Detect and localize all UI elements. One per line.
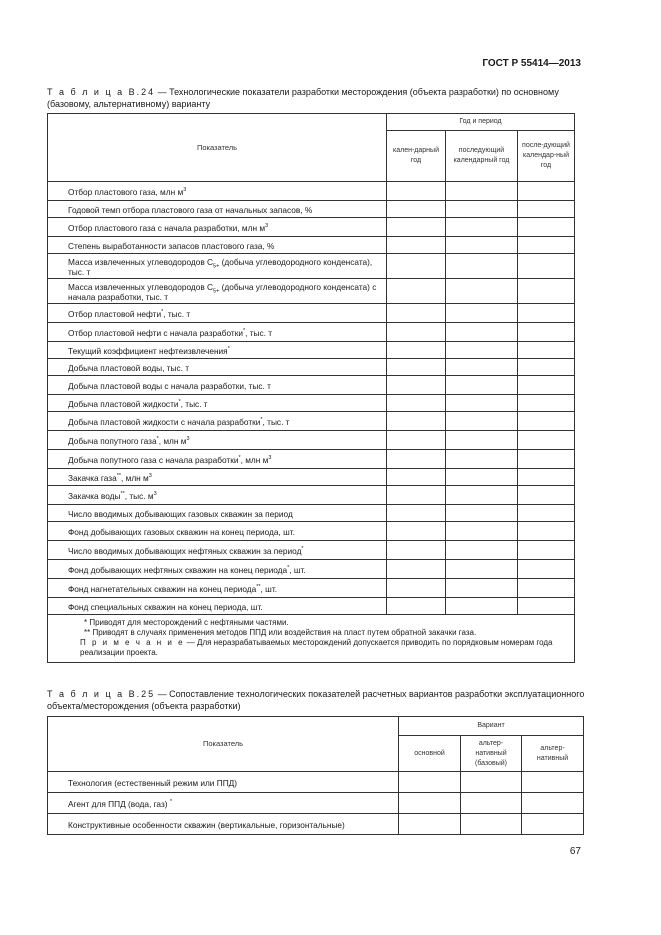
- empty-cell: [518, 505, 575, 522]
- empty-cell: [446, 304, 518, 323]
- empty-cell: [387, 450, 446, 469]
- indicator-label: Фонд добывающих газовых скважин на конец периода, шт.: [48, 522, 387, 541]
- table-row: [48, 579, 575, 598]
- table-24-caption-prefix: Т а б л и ц а В.24: [47, 87, 156, 97]
- empty-cell: [518, 304, 575, 323]
- empty-cell: [446, 469, 518, 486]
- note-2: ** Приводят в случаях применения методов ППД или воздействия на пласт путем обратной закачки газа.: [84, 628, 477, 637]
- empty-cell: [387, 522, 446, 541]
- empty-cell: [518, 323, 575, 342]
- table-row: [48, 814, 584, 835]
- table-row: [48, 450, 575, 469]
- empty-cell: [446, 218, 518, 237]
- table-row: [48, 237, 575, 254]
- empty-cell: [387, 469, 446, 486]
- empty-cell: [461, 772, 522, 793]
- empty-cell: [446, 560, 518, 579]
- empty-cell: [446, 237, 518, 254]
- table-row: [48, 522, 575, 541]
- empty-cell: [387, 359, 446, 376]
- empty-cell: [446, 450, 518, 469]
- indicator-label: Фонд добывающих нефтяных скважин на конец периода*, шт.: [48, 560, 387, 579]
- indicator-label: Добыча пластовой воды, тыс. т: [48, 359, 387, 376]
- empty-cell: [387, 579, 446, 598]
- empty-cell: [387, 431, 446, 450]
- empty-cell: [387, 541, 446, 560]
- empty-cell: [387, 201, 446, 218]
- empty-cell: [461, 793, 522, 814]
- empty-cell: [518, 182, 575, 201]
- table-25: [47, 716, 584, 835]
- empty-cell: [446, 182, 518, 201]
- empty-cell: [518, 279, 575, 304]
- table-row: [48, 376, 575, 395]
- empty-cell: [518, 395, 575, 412]
- empty-cell: [387, 237, 446, 254]
- empty-cell: [446, 522, 518, 541]
- empty-cell: [446, 431, 518, 450]
- empty-cell: [518, 541, 575, 560]
- empty-cell: [446, 505, 518, 522]
- empty-cell: [518, 450, 575, 469]
- table-24-sub-2: последующий календарный год: [446, 131, 518, 182]
- empty-cell: [387, 376, 446, 395]
- empty-cell: [461, 814, 522, 835]
- table-row: [48, 541, 575, 560]
- empty-cell: [387, 505, 446, 522]
- table-24-notes: [48, 615, 575, 663]
- table-row: [48, 254, 575, 279]
- indicator-label: Добыча пластовой воды с начала разработки, тыс. т: [48, 376, 387, 395]
- table-25-sub-2: альтер-нативный (базовый): [461, 736, 522, 772]
- empty-cell: [518, 522, 575, 541]
- indicator-label: Масса извлеченных углеводородов $C_{5+}$ (добыча углеводородного конденсата), тыс. т: [48, 254, 387, 279]
- empty-cell: [387, 598, 446, 615]
- empty-cell: [518, 486, 575, 505]
- empty-cell: [518, 598, 575, 615]
- table-row: [48, 304, 575, 323]
- indicator-label: Агент для ППД (вода, газ) *: [48, 793, 399, 814]
- table-row: [48, 560, 575, 579]
- indicator-label: Отбор пластовой нефти*, тыс. т: [48, 304, 387, 323]
- indicator-label: Отбор пластовой нефти с начала разработки*, тыс. т: [48, 323, 387, 342]
- indicator-label: Степень выработанности запасов пластового газа, %: [48, 237, 387, 254]
- table-row: [48, 486, 575, 505]
- indicator-label: Добыча попутного газа*, млн $м^3$: [48, 431, 387, 450]
- indicator-label: Закачка воды**, тыс. $м^3$: [48, 486, 387, 505]
- table-row: [48, 793, 584, 814]
- table-row: [48, 772, 584, 793]
- indicator-label: Отбор пластового газа с начала разработки, млн $м^3$: [48, 218, 387, 237]
- empty-cell: [446, 376, 518, 395]
- table-row: [48, 469, 575, 486]
- note-3: П р и м е ч а н и е — Для неразрабатываемых месторождений допускается приводить по порядковым номерам года реализации проекта.: [80, 638, 553, 657]
- table-24-caption-text: — Технологические показатели разработки месторождения (объекта разработки) по основному (базовому, альтернативному) варианту: [47, 87, 559, 109]
- indicator-label: Технология (естественный режим или ППД): [48, 772, 399, 793]
- table-24-sub-1: кален-дарный год: [387, 131, 446, 182]
- empty-cell: [387, 560, 446, 579]
- indicator-label: Фонд нагнетательных скважин на конец периода**, шт.: [48, 579, 387, 598]
- table-25-sub-3: альтер-нативный: [522, 736, 584, 772]
- empty-cell: [387, 323, 446, 342]
- table-24: [47, 113, 575, 663]
- table-row: [48, 279, 575, 304]
- indicator-label: Добыча пластовой жидкости с начала разработки*, тыс. т: [48, 412, 387, 431]
- indicator-label: Добыча попутного газа с начала разработки*, млн $м^3$: [48, 450, 387, 469]
- indicator-label: Отбор пластового газа, млн $м^3$: [48, 182, 387, 201]
- empty-cell: [518, 579, 575, 598]
- empty-cell: [522, 793, 584, 814]
- table-row: [48, 359, 575, 376]
- empty-cell: [399, 793, 461, 814]
- empty-cell: [518, 560, 575, 579]
- indicator-label: Масса извлеченных углеводородов $C_{5+}$ (добыча углеводородного конденсата) с начала разработки, тыс. т: [48, 279, 387, 304]
- table-row: [48, 201, 575, 218]
- empty-cell: [446, 359, 518, 376]
- table-24-caption: [47, 86, 587, 110]
- empty-cell: [446, 541, 518, 560]
- indicator-label: Конструктивные особенности скважин (вертикальные, горизонтальные): [48, 814, 399, 835]
- table-row: [48, 505, 575, 522]
- empty-cell: [399, 772, 461, 793]
- empty-cell: [446, 323, 518, 342]
- empty-cell: [387, 342, 446, 359]
- table-row: [48, 598, 575, 615]
- table-25-caption-prefix: Т а б л и ц а В.25: [47, 689, 156, 699]
- table-row: [48, 412, 575, 431]
- empty-cell: [518, 431, 575, 450]
- empty-cell: [387, 218, 446, 237]
- empty-cell: [446, 342, 518, 359]
- indicator-label: Годовой темп отбора пластового газа от начальных запасов, %: [48, 201, 387, 218]
- empty-cell: [518, 254, 575, 279]
- empty-cell: [446, 486, 518, 505]
- empty-cell: [518, 342, 575, 359]
- standard-header: ГОСТ Р 55414—2013: [482, 58, 581, 69]
- table-row: [48, 342, 575, 359]
- empty-cell: [399, 814, 461, 835]
- empty-cell: [522, 814, 584, 835]
- empty-cell: [446, 579, 518, 598]
- table-25-col-variant: Вариант: [399, 717, 584, 736]
- table-25-col-indicator: Показатель: [48, 717, 399, 772]
- empty-cell: [387, 304, 446, 323]
- empty-cell: [446, 201, 518, 218]
- table-row: [48, 218, 575, 237]
- table-25-sub-1: основной: [399, 736, 461, 772]
- page-number: 67: [569, 846, 581, 857]
- table-24-sub-3: после-дующий календар-ный год: [518, 131, 575, 182]
- empty-cell: [446, 395, 518, 412]
- empty-cell: [446, 254, 518, 279]
- empty-cell: [518, 359, 575, 376]
- empty-cell: [518, 201, 575, 218]
- indicator-label: Закачка газа**, млн $м^3$: [48, 469, 387, 486]
- table-row: [48, 323, 575, 342]
- empty-cell: [387, 486, 446, 505]
- empty-cell: [518, 412, 575, 431]
- empty-cell: [518, 469, 575, 486]
- empty-cell: [387, 412, 446, 431]
- table-row: [48, 431, 575, 450]
- indicator-label: Фонд специальных скважин на конец периода, шт.: [48, 598, 387, 615]
- table-row: [48, 395, 575, 412]
- empty-cell: [446, 279, 518, 304]
- table-25-caption-text: — Сопоставление технологических показателей расчетных вариантов разработки эксплуатационного объекта/месторождения (объекта разработки): [47, 689, 585, 711]
- empty-cell: [387, 182, 446, 201]
- empty-cell: [518, 376, 575, 395]
- table-24-col-period: Год и период: [387, 114, 575, 131]
- empty-cell: [387, 395, 446, 412]
- indicator-label: Добыча пластовой жидкости*, тыс. т: [48, 395, 387, 412]
- indicator-label: Текущий коэффициент нефтеизвлечения*: [48, 342, 387, 359]
- table-25-caption: [47, 688, 587, 712]
- empty-cell: [446, 412, 518, 431]
- note-1: * Приводят для месторождений с нефтяными частями.: [84, 618, 289, 627]
- empty-cell: [518, 237, 575, 254]
- table-row: [48, 182, 575, 201]
- empty-cell: [387, 279, 446, 304]
- indicator-label: Число вводимых добывающих газовых скважин за период: [48, 505, 387, 522]
- indicator-label: Число вводимых добывающих нефтяных скважин за период*: [48, 541, 387, 560]
- empty-cell: [446, 598, 518, 615]
- empty-cell: [387, 254, 446, 279]
- empty-cell: [522, 772, 584, 793]
- empty-cell: [518, 218, 575, 237]
- table-24-col-indicator: Показатель: [48, 114, 387, 182]
